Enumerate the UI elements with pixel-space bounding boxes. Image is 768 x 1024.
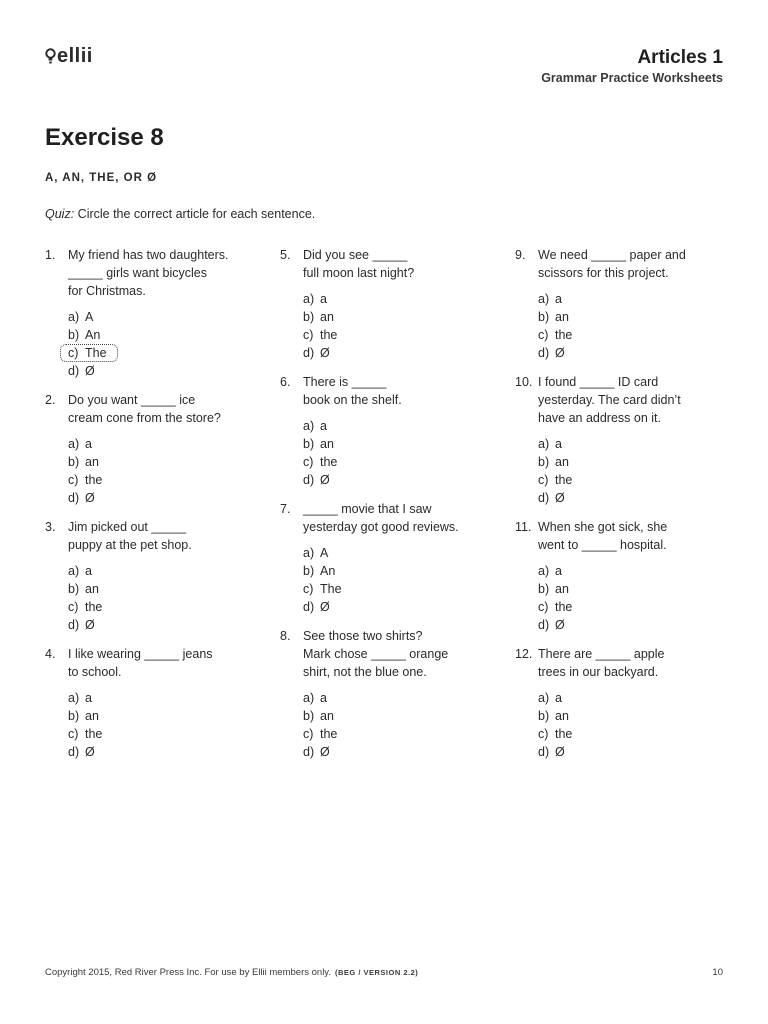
option-text: Ø — [555, 346, 565, 360]
option-text: Ø — [555, 491, 565, 505]
option-text: the — [555, 727, 573, 741]
answer-options — [68, 562, 255, 634]
answer-option[interactable] — [303, 598, 490, 616]
answer-option[interactable] — [538, 326, 725, 344]
answer-option[interactable] — [68, 689, 255, 707]
option-text: Ø — [555, 618, 565, 632]
option-letter: c) — [538, 328, 549, 342]
option-letter: c) — [538, 473, 549, 487]
exercise-subtitle: A, AN, THE, OR Ø — [45, 172, 158, 184]
option-letter: b) — [68, 709, 80, 723]
answer-option[interactable] — [538, 308, 725, 326]
question-number: 10. — [515, 375, 533, 389]
option-letter: d) — [303, 600, 315, 614]
option-text: the — [85, 473, 103, 487]
option-letter: a) — [68, 310, 80, 324]
option-letter: c) — [303, 455, 314, 469]
option-letter: b) — [538, 310, 550, 324]
answer-option[interactable] — [303, 725, 490, 743]
option-letter: b) — [68, 328, 80, 342]
instructions-label: Quiz: — [45, 207, 75, 221]
option-text: An — [85, 328, 101, 342]
answer-option[interactable] — [68, 308, 255, 326]
option-letter: a) — [538, 292, 550, 306]
option-letter: d) — [303, 473, 315, 487]
question-number: 6. — [280, 375, 291, 389]
option-text: Ø — [320, 473, 330, 487]
question-text: We need _____ paper and scissors for this project. — [538, 248, 686, 280]
answer-option[interactable] — [538, 562, 725, 580]
option-text: a — [320, 292, 327, 306]
option-letter: a) — [538, 564, 550, 578]
option-letter: a) — [68, 691, 80, 705]
answer-option[interactable] — [68, 598, 255, 616]
question-number: 3. — [45, 520, 56, 534]
question-text: I found _____ ID card yesterday. The card didn’t have an address on it. — [538, 375, 681, 425]
option-text: Ø — [85, 491, 95, 505]
answer-option[interactable] — [68, 453, 255, 471]
answer-option[interactable] — [538, 290, 725, 308]
option-text: an — [85, 455, 99, 469]
answer-option-circled[interactable] — [68, 344, 255, 362]
question-number: 8. — [280, 629, 291, 643]
option-letter: a) — [303, 691, 315, 705]
answer-options — [538, 435, 725, 507]
question-text: Did you see _____ full moon last night? — [303, 248, 415, 280]
option-text: Ø — [320, 346, 330, 360]
copyright-text: Copyright 2015, Red River Press Inc. For use by Ellii members only. — [45, 967, 331, 978]
option-letter: c) — [68, 473, 79, 487]
answer-option[interactable] — [68, 362, 255, 380]
answer-option[interactable] — [68, 725, 255, 743]
option-text: Ø — [85, 364, 95, 378]
question-item — [280, 627, 490, 761]
option-text: an — [320, 437, 334, 451]
answer-option[interactable] — [303, 544, 490, 562]
version-label: (BEG / VERSION 2.2) — [335, 968, 419, 977]
answer-option[interactable] — [303, 562, 490, 580]
answer-options — [303, 290, 490, 362]
answer-options — [303, 417, 490, 489]
option-text: an — [85, 582, 99, 596]
option-letter: b) — [68, 455, 80, 469]
document-subtitle: Grammar Practice Worksheets — [541, 71, 723, 85]
answer-options — [538, 562, 725, 634]
question-item — [45, 518, 255, 634]
answer-option[interactable] — [68, 616, 255, 634]
option-letter: b) — [538, 455, 550, 469]
option-letter: a) — [303, 292, 315, 306]
option-letter: b) — [303, 437, 315, 451]
answer-option[interactable] — [68, 489, 255, 507]
answer-option[interactable] — [68, 471, 255, 489]
question-text: My friend has two daughters. _____ girls want bicycles for Christmas. — [68, 248, 229, 298]
answer-option[interactable] — [303, 471, 490, 489]
question-text: I like wearing _____ jeans to school. — [68, 647, 213, 679]
option-letter: c) — [538, 600, 549, 614]
option-text: an — [555, 310, 569, 324]
option-letter: d) — [538, 745, 550, 759]
document-title: Articles 1 — [637, 47, 723, 68]
question-number: 4. — [45, 647, 56, 661]
option-letter: c) — [303, 328, 314, 342]
answer-options — [68, 689, 255, 761]
answer-options — [538, 689, 725, 761]
page-number: 10 — [712, 967, 723, 978]
option-letter: d) — [538, 491, 550, 505]
footer-copyright — [45, 967, 418, 978]
answer-option[interactable] — [538, 743, 725, 761]
question-text: Jim picked out _____ puppy at the pet shop. — [68, 520, 192, 552]
answer-option[interactable] — [538, 453, 725, 471]
answer-options — [68, 435, 255, 507]
question-number: 11. — [515, 520, 532, 534]
answer-option[interactable] — [538, 580, 725, 598]
option-text: Ø — [320, 745, 330, 759]
question-text: Do you want _____ ice cream cone from the store? — [68, 393, 221, 425]
answer-option[interactable] — [538, 598, 725, 616]
option-letter: d) — [68, 618, 80, 632]
option-text: a — [320, 419, 327, 433]
option-letter: b) — [538, 582, 550, 596]
answer-options — [303, 689, 490, 761]
option-letter: b) — [68, 582, 80, 596]
answer-option[interactable] — [303, 580, 490, 598]
answer-option[interactable] — [303, 308, 490, 326]
question-number: 2. — [45, 393, 56, 407]
option-text: A — [85, 310, 94, 324]
question-column-2 — [280, 246, 490, 772]
question-column-3 — [515, 246, 725, 772]
instructions-text: Circle the correct article for each sentence. — [74, 207, 316, 221]
answer-option[interactable] — [538, 725, 725, 743]
answer-option[interactable] — [538, 489, 725, 507]
answer-option[interactable] — [68, 435, 255, 453]
option-letter: b) — [303, 310, 315, 324]
answer-option[interactable] — [303, 689, 490, 707]
option-letter: d) — [68, 491, 80, 505]
question-number: 7. — [280, 502, 291, 516]
answer-option[interactable] — [303, 326, 490, 344]
exercise-title: Exercise 8 — [45, 124, 164, 151]
option-text: Ø — [85, 745, 95, 759]
option-text: A — [320, 546, 329, 560]
question-number: 1. — [45, 248, 56, 262]
option-letter: c) — [68, 346, 79, 360]
question-text: There is _____ book on the shelf. — [303, 375, 402, 407]
option-letter: c) — [68, 600, 79, 614]
option-letter: d) — [538, 618, 550, 632]
option-text: the — [555, 328, 573, 342]
answer-option[interactable] — [538, 707, 725, 725]
answer-options — [68, 308, 255, 380]
instructions — [45, 207, 315, 221]
question-item — [280, 500, 490, 616]
option-text: an — [85, 709, 99, 723]
option-letter: a) — [68, 564, 80, 578]
option-letter: c) — [538, 727, 549, 741]
answer-option[interactable] — [68, 707, 255, 725]
option-letter: c) — [303, 582, 314, 596]
option-text: the — [320, 455, 338, 469]
option-letter: b) — [303, 564, 315, 578]
answer-option[interactable] — [68, 580, 255, 598]
option-text: a — [320, 691, 327, 705]
option-text: a — [555, 292, 562, 306]
option-text: the — [555, 473, 573, 487]
option-letter: d) — [68, 745, 80, 759]
option-letter: d) — [538, 346, 550, 360]
answer-option[interactable] — [303, 290, 490, 308]
option-text: a — [85, 564, 92, 578]
ellii-logo — [45, 45, 93, 68]
question-number: 5. — [280, 248, 291, 262]
question-text: When she got sick, she went to _____ hospital. — [538, 520, 668, 552]
option-letter: c) — [303, 727, 314, 741]
question-column-1 — [45, 246, 255, 772]
document-header — [541, 47, 723, 87]
option-text: Ø — [320, 600, 330, 614]
option-letter: a) — [303, 546, 315, 560]
option-text: a — [85, 437, 92, 451]
question-number: 9. — [515, 248, 526, 262]
option-text: an — [320, 709, 334, 723]
question-item — [515, 373, 725, 507]
option-letter: b) — [303, 709, 315, 723]
answer-options — [303, 544, 490, 616]
answer-option[interactable] — [303, 417, 490, 435]
option-text: the — [85, 727, 103, 741]
option-text: a — [85, 691, 92, 705]
option-text: the — [320, 328, 338, 342]
answer-option[interactable] — [303, 707, 490, 725]
option-text: an — [320, 310, 334, 324]
answer-option[interactable] — [303, 743, 490, 761]
option-text: the — [320, 727, 338, 741]
option-text: Ø — [85, 618, 95, 632]
question-item — [280, 373, 490, 489]
option-letter: d) — [68, 364, 80, 378]
question-text: _____ movie that I saw yesterday got good reviews. — [303, 502, 459, 534]
answer-option[interactable] — [68, 326, 255, 344]
question-text: See those two shirts? Mark chose _____ orange shirt, not the blue one. — [303, 629, 449, 679]
answer-option[interactable] — [538, 616, 725, 634]
question-item — [45, 246, 255, 380]
answer-option[interactable] — [538, 435, 725, 453]
answer-option[interactable] — [538, 471, 725, 489]
logo-text: ellii — [57, 45, 93, 67]
option-text: a — [555, 564, 562, 578]
option-text: an — [555, 582, 569, 596]
option-text: Ø — [555, 745, 565, 759]
option-text: a — [555, 691, 562, 705]
answer-option[interactable] — [68, 562, 255, 580]
option-text: An — [320, 564, 336, 578]
option-text: the — [85, 600, 103, 614]
option-text: an — [555, 709, 569, 723]
lightbulb-icon — [45, 48, 56, 66]
question-item — [515, 645, 725, 761]
option-letter: b) — [538, 709, 550, 723]
answer-option[interactable] — [303, 435, 490, 453]
option-letter: a) — [538, 437, 550, 451]
option-text: an — [555, 455, 569, 469]
answer-option[interactable] — [303, 344, 490, 362]
option-letter: d) — [303, 745, 315, 759]
option-letter: a) — [538, 691, 550, 705]
option-text: the — [555, 600, 573, 614]
option-letter: c) — [68, 727, 79, 741]
answer-options — [538, 290, 725, 362]
option-text: a — [555, 437, 562, 451]
answer-option[interactable] — [538, 344, 725, 362]
option-letter: a) — [68, 437, 80, 451]
answer-option[interactable] — [68, 743, 255, 761]
question-item — [515, 246, 725, 362]
option-letter: a) — [303, 419, 315, 433]
answer-option[interactable] — [303, 453, 490, 471]
question-item — [45, 645, 255, 761]
question-item — [280, 246, 490, 362]
question-text: There are _____ apple trees in our backyard. — [538, 647, 665, 679]
question-item — [515, 518, 725, 634]
option-text: The — [85, 346, 107, 360]
question-number: 12. — [515, 647, 533, 661]
question-item — [45, 391, 255, 507]
option-text: The — [320, 582, 342, 596]
option-letter: d) — [303, 346, 315, 360]
answer-option[interactable] — [538, 689, 725, 707]
